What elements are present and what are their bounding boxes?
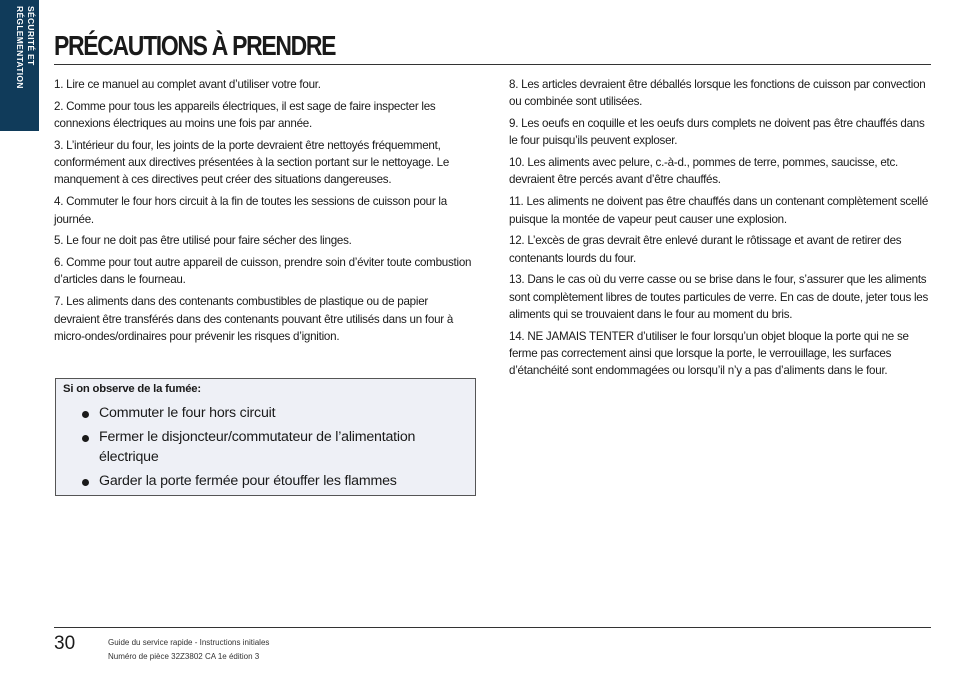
precaution-item-14: 14. NE JAMAIS TENTER d’utiliser le four lorsqu’un objet bloque la porte qui ne se ferme pas correctement ainsi que lorsque la porte, le verrouillage, les surfaces d’étanchéité sont endommagées ou lorsqu’il n’y a pas d’aliments dans le four. xyxy=(509,329,909,378)
precaution-item-3: 3. L’intérieur du four, les joints de la porte devraient être nettoyés fréquemment, conformément aux directives présentées à la section portant sur le nettoyage. Le manquement à ces directives peut créer des situations dangereuses. xyxy=(54,138,450,187)
footer-guide-title: Guide du service rapide - Instructions initiales xyxy=(108,638,270,647)
precaution-item-10: 10. Les aliments avec pelure, c.-à-d., pommes de terre, pommes, saucisse, etc. devraient être percés avant d’être chauffés. xyxy=(509,156,899,187)
right-column xyxy=(509,76,934,384)
smoke-instruction-text: Garder la porte fermée pour étouffer les flammes xyxy=(99,472,397,489)
bullet-icon xyxy=(82,479,89,486)
precaution-item-11: 11. Les aliments ne doivent pas être chauffés dans un contenant complètement scellé puisque la montée de vapeur peut causer une explosion. xyxy=(509,195,929,226)
title-divider xyxy=(54,64,931,65)
precaution-item-4: 4. Commuter le four hors circuit à la fin de toutes les sessions de cuisson pour la journée. xyxy=(54,195,447,226)
smoke-instructions-box xyxy=(55,378,476,496)
precaution-item-8: 8. Les articles devraient être déballés lorsque les fonctions de cuisson par convection ou combinée sont utilisées. xyxy=(509,78,926,109)
precaution-item-13: 13. Dans le cas où du verre casse ou se brise dans le four, s’assurer que les aliments sont complètement libres de toutes particules de verre. En cas de doute, jeter tous les aliments qui se trouvaient dans le four au moment du bris. xyxy=(509,273,929,322)
precaution-item-12: 12. L’excès de gras devrait être enlevé durant le rôtissage et avant de retirer des contenants lourds du four. xyxy=(509,234,902,265)
footer-info xyxy=(108,636,269,664)
smoke-instruction-text: Commuter le four hors circuit xyxy=(99,405,276,421)
smoke-instructions-list xyxy=(82,404,462,496)
smoke-instruction-item xyxy=(82,428,462,467)
precaution-item-7: 7. Les aliments dans des contenants combustibles de plastique ou de papier devraient être transférés dans des contenants pouvant être utilisés dans un four à micro-ondes/ordinaires pour prévenir les risques d’ignition. xyxy=(54,295,454,343)
footer-part-number: Numéro de pièce 32Z3802 CA 1e édition 3 xyxy=(108,652,260,661)
left-column xyxy=(54,76,472,350)
smoke-box-title: Si on observe de la fumée: xyxy=(63,383,201,395)
precaution-item-2: 2. Comme pour tous les appareils électriques, il est sage de faire inspecter les connexions électriques au moins une fois par année. xyxy=(54,99,436,131)
page-title: PRÉCAUTIONS À PRENDRE xyxy=(54,30,336,61)
section-tab-label: SÉCURITÉ ET RÉGLEMENTATION xyxy=(15,6,36,89)
precaution-item-6: 6. Comme pour tout autre appareil de cuisson, prendre soin d’éviter toute combustion d’articles dans le fourneau. xyxy=(54,256,472,287)
bullet-icon xyxy=(82,411,89,418)
smoke-instruction-text: Fermer le disjoncteur/commutateur de l’alimentation électrique xyxy=(99,429,416,465)
footer-divider xyxy=(54,627,931,628)
smoke-instruction-item xyxy=(82,404,462,424)
page-number: 30 xyxy=(54,633,76,654)
section-tab xyxy=(0,0,39,131)
precaution-item-9: 9. Les oeufs en coquille et les oeufs durs complets ne doivent pas être chauffés dans le four puisqu’ils peuvent exploser. xyxy=(509,117,925,148)
bullet-icon xyxy=(82,435,89,442)
smoke-instruction-item xyxy=(82,472,462,492)
precaution-item-1: 1. Lire ce manuel au complet avant d’utiliser votre four. xyxy=(54,78,321,91)
precaution-item-5: 5. Le four ne doit pas être utilisé pour faire sécher des linges. xyxy=(54,234,352,248)
